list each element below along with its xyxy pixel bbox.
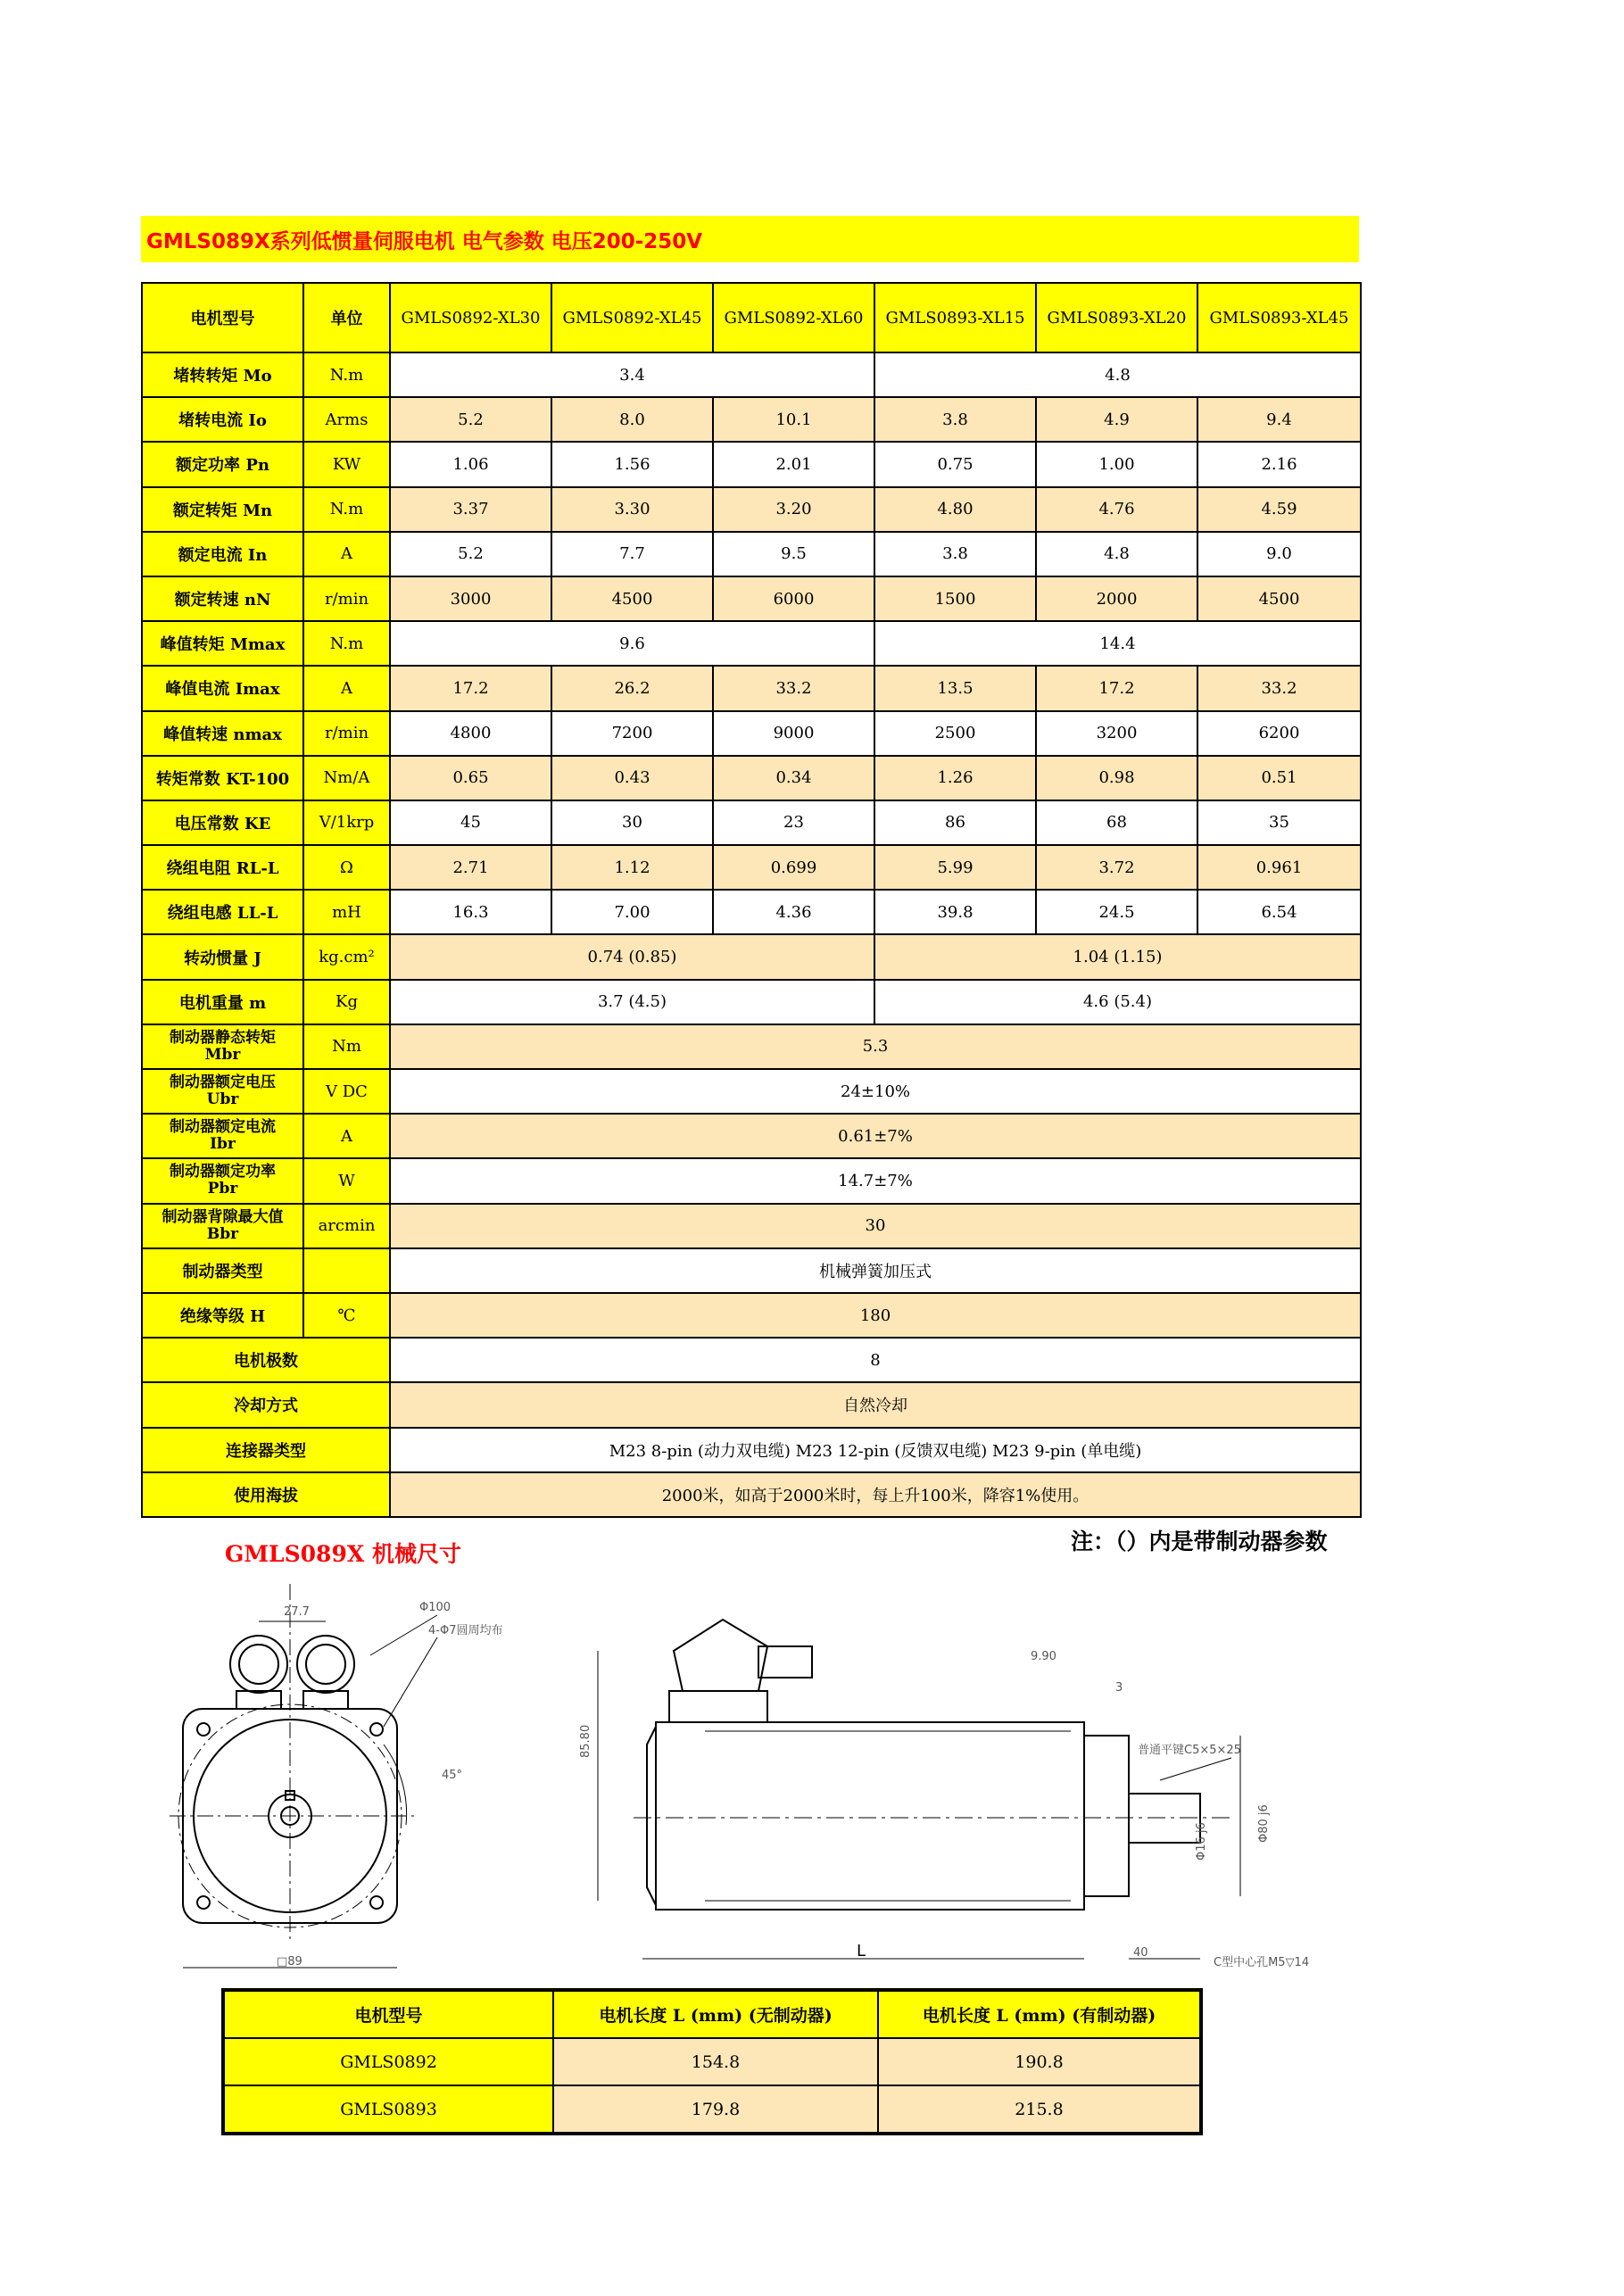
cell-value: 0.75 bbox=[874, 442, 1036, 486]
row-unit: r/min bbox=[303, 711, 390, 756]
dim-center-hole: C型中心孔M5▽14 bbox=[1214, 1956, 1310, 1969]
row-label: 绕组电阻 RL-L bbox=[142, 845, 303, 890]
model-col: GMLS0892-XL45 bbox=[551, 283, 713, 352]
page-title: GMLS089X系列低惯量伺服电机 电气参数 电压200-250V bbox=[146, 230, 703, 253]
row-label: 峰值转矩 Mmax bbox=[142, 621, 303, 666]
row-unit bbox=[303, 1248, 390, 1293]
table-row bbox=[142, 1069, 1361, 1114]
cell-value: 4.36 bbox=[713, 890, 874, 934]
cell-value: 17.2 bbox=[390, 666, 551, 710]
table-row bbox=[142, 800, 1361, 845]
cell-value: 9.4 bbox=[1197, 397, 1361, 442]
dim-sq89: □89 bbox=[277, 1955, 302, 1969]
cell-value: 3.37 bbox=[390, 487, 551, 532]
length-table bbox=[221, 1988, 1203, 2135]
cell-value: 2.01 bbox=[713, 442, 874, 486]
cell-value: 1.00 bbox=[1036, 442, 1197, 486]
dim-27-7: 27.7 bbox=[284, 1605, 310, 1619]
row-label bbox=[142, 1158, 303, 1203]
cell-value: 4.76 bbox=[1036, 487, 1197, 532]
cell-value: 4500 bbox=[551, 576, 713, 621]
table-row bbox=[142, 1472, 1361, 1517]
cell-value: 0.65 bbox=[390, 756, 551, 800]
row-unit: Kg bbox=[303, 980, 390, 1024]
cell-value: 3.7 (4.5) bbox=[390, 980, 874, 1024]
cell-value: 1.04 (1.15) bbox=[874, 934, 1361, 979]
row-label: 制动器类型 bbox=[142, 1248, 303, 1293]
model-col: GMLS0893-XL15 bbox=[874, 283, 1036, 352]
table-row bbox=[142, 397, 1361, 442]
table-row bbox=[142, 442, 1361, 486]
table-row bbox=[142, 890, 1361, 934]
cell-value: 68 bbox=[1036, 800, 1197, 845]
cell-value: 86 bbox=[874, 800, 1036, 845]
row-unit: N.m bbox=[303, 352, 390, 397]
cell-value: 4.8 bbox=[1036, 532, 1197, 576]
model-header: 电机型号 bbox=[142, 283, 303, 352]
cell-value: 1.06 bbox=[390, 442, 551, 486]
cell-value: 9000 bbox=[713, 711, 874, 756]
mount-hole bbox=[370, 1896, 383, 1909]
row-label-line1: 制动器额定电流 bbox=[170, 1118, 276, 1137]
cell-value: 33.2 bbox=[1197, 666, 1361, 710]
row-label-line1: 制动器额定电压 bbox=[170, 1073, 276, 1092]
table-row bbox=[142, 1428, 1361, 1472]
length-value: 154.8 bbox=[553, 2038, 878, 2085]
cell-value: 9.6 bbox=[390, 621, 874, 666]
cell-value: 0.34 bbox=[713, 756, 874, 800]
cell-value: 2000 bbox=[1036, 576, 1197, 621]
cell-value: 14.7±7% bbox=[390, 1158, 1361, 1203]
cell-value: 6000 bbox=[713, 576, 874, 621]
cell-value: 0.74 (0.85) bbox=[390, 934, 874, 979]
row-label: 额定功率 Pn bbox=[142, 442, 303, 486]
table-row bbox=[142, 1382, 1361, 1427]
front-view-labels bbox=[277, 1601, 502, 1969]
leader-line bbox=[1160, 1758, 1231, 1780]
cell-value: 2.71 bbox=[390, 845, 551, 890]
side-view bbox=[598, 1620, 1240, 1959]
row-unit: mH bbox=[303, 890, 390, 934]
mount-hole bbox=[370, 1723, 383, 1736]
mount-hole bbox=[197, 1723, 210, 1736]
cell-value: 3.8 bbox=[874, 532, 1036, 576]
row-label-line2: Mbr bbox=[204, 1045, 241, 1064]
cell-value: 35 bbox=[1197, 800, 1361, 845]
connector-left-inner bbox=[239, 1645, 278, 1684]
connector-right-inner bbox=[306, 1645, 345, 1684]
cell-value: 4.8 bbox=[874, 352, 1361, 397]
table-row bbox=[142, 1158, 1361, 1203]
row-unit: N.m bbox=[303, 487, 390, 532]
cell-value: 0.961 bbox=[1197, 845, 1361, 890]
table-row bbox=[142, 576, 1361, 621]
cell-value: 10.1 bbox=[713, 397, 874, 442]
table-row bbox=[142, 487, 1361, 532]
dim-phi80: Φ80 j6 bbox=[1257, 1804, 1271, 1843]
model-col: GMLS0893-XL20 bbox=[1036, 283, 1197, 352]
table-row bbox=[142, 756, 1361, 800]
row-unit: N.m bbox=[303, 621, 390, 666]
motor-body bbox=[656, 1722, 1084, 1910]
length-header: 电机型号 bbox=[223, 1990, 553, 2038]
cell-value: 13.5 bbox=[874, 666, 1036, 710]
cell-value: 30 bbox=[551, 800, 713, 845]
cell-value: 14.4 bbox=[874, 621, 1361, 666]
cell-value: 3000 bbox=[390, 576, 551, 621]
length-model: GMLS0892 bbox=[223, 2038, 553, 2085]
dim-key: 普通平键C5×5×25 bbox=[1138, 1744, 1241, 1757]
table-row bbox=[142, 1293, 1361, 1338]
length-header: 电机长度 L (mm) (无制动器) bbox=[553, 1990, 878, 2038]
table-row bbox=[142, 711, 1361, 756]
cell-value: 5.3 bbox=[390, 1024, 1361, 1069]
row-unit: kg.cm² bbox=[303, 934, 390, 979]
cell-value: 1.12 bbox=[551, 845, 713, 890]
length-value: 215.8 bbox=[878, 2085, 1201, 2134]
row-label bbox=[142, 1204, 303, 1248]
cell-value: 4.6 (5.4) bbox=[874, 980, 1361, 1024]
mechanical-drawing bbox=[170, 1566, 1330, 1977]
row-label: 电压常数 KE bbox=[142, 800, 303, 845]
row-label: 绝缘等级 H bbox=[142, 1293, 303, 1338]
dim-40: 40 bbox=[1133, 1946, 1148, 1960]
cell-value: 4.59 bbox=[1197, 487, 1361, 532]
row-label-line1: 制动器背隙最大值 bbox=[162, 1207, 284, 1226]
cell-value: 0.61±7% bbox=[390, 1114, 1361, 1158]
connector-elbow bbox=[674, 1620, 767, 1691]
table-row bbox=[142, 1248, 1361, 1293]
row-label: 转矩常数 KT-100 bbox=[142, 756, 303, 800]
cell-value: 23 bbox=[713, 800, 874, 845]
cell-value: 17.2 bbox=[1036, 666, 1197, 710]
cell-value: 4500 bbox=[1197, 576, 1361, 621]
cell-value: 9.0 bbox=[1197, 532, 1361, 576]
row-label: 连接器类型 bbox=[142, 1428, 390, 1472]
table-row bbox=[142, 845, 1361, 890]
cell-value: 3.4 bbox=[390, 352, 874, 397]
dim-holes: 4-Φ7圆周均布 bbox=[428, 1624, 503, 1637]
cell-value: 3.72 bbox=[1036, 845, 1197, 890]
cell-value: 24±10% bbox=[390, 1069, 1361, 1114]
row-label: 额定电流 In bbox=[142, 532, 303, 576]
header-row bbox=[142, 283, 1361, 352]
dim-85-80: 85.80 bbox=[579, 1724, 592, 1758]
cell-value: 3.20 bbox=[713, 487, 874, 532]
cell-value: 33.2 bbox=[713, 666, 874, 710]
unit-header: 单位 bbox=[303, 283, 390, 352]
front-view bbox=[170, 1584, 437, 1968]
leader-line bbox=[384, 1637, 437, 1727]
cell-value: 2500 bbox=[874, 711, 1036, 756]
row-unit: KW bbox=[303, 442, 390, 486]
table-row bbox=[223, 2085, 1201, 2134]
row-unit: arcmin bbox=[303, 1204, 390, 1248]
cell-value: 45 bbox=[390, 800, 551, 845]
row-label bbox=[142, 1024, 303, 1069]
table-row bbox=[142, 934, 1361, 979]
table-row bbox=[142, 532, 1361, 576]
row-label-line2: Ibr bbox=[210, 1135, 236, 1154]
cell-value: 3.30 bbox=[551, 487, 713, 532]
cell-value: 8 bbox=[390, 1338, 1361, 1382]
cell-value: 6.54 bbox=[1197, 890, 1361, 934]
row-label bbox=[142, 1069, 303, 1114]
spec-table bbox=[141, 282, 1362, 1518]
cell-value: 自然冷却 bbox=[390, 1382, 1361, 1427]
row-unit: V DC bbox=[303, 1069, 390, 1114]
cell-value: 180 bbox=[390, 1293, 1361, 1338]
length-model: GMLS0893 bbox=[223, 2085, 553, 2134]
model-col: GMLS0892-XL30 bbox=[390, 283, 551, 352]
connector-housing bbox=[669, 1691, 767, 1722]
cell-value: 4.80 bbox=[874, 487, 1036, 532]
length-header: 电机长度 L (mm) (有制动器) bbox=[878, 1990, 1201, 2038]
dim-phi100: Φ100 bbox=[419, 1601, 452, 1614]
cell-value: 6200 bbox=[1197, 711, 1361, 756]
dim-angle-45: 45° bbox=[442, 1769, 463, 1782]
row-label-line1: 制动器额定功率 bbox=[170, 1163, 276, 1181]
row-unit: Arms bbox=[303, 397, 390, 442]
cell-value: 5.2 bbox=[390, 532, 551, 576]
cell-value: M23 8-pin (动力双电缆) M23 12-pin (反馈双电缆) M23 9-pin (单电缆) bbox=[390, 1428, 1361, 1472]
row-label-line2: Pbr bbox=[207, 1180, 238, 1198]
table-row bbox=[142, 1338, 1361, 1382]
cell-value: 39.8 bbox=[874, 890, 1036, 934]
table-row bbox=[142, 352, 1361, 397]
cell-value: 4800 bbox=[390, 711, 551, 756]
row-unit: V/1krp bbox=[303, 800, 390, 845]
row-label: 冷却方式 bbox=[142, 1382, 390, 1427]
model-col: GMLS0892-XL60 bbox=[713, 283, 874, 352]
row-label: 堵转电流 Io bbox=[142, 397, 303, 442]
row-label: 绕组电感 LL-L bbox=[142, 890, 303, 934]
row-label: 使用海拔 bbox=[142, 1472, 390, 1517]
cell-value: 16.3 bbox=[390, 890, 551, 934]
cell-value: 4.9 bbox=[1036, 397, 1197, 442]
cell-value: 1.56 bbox=[551, 442, 713, 486]
row-label: 峰值转速 nmax bbox=[142, 711, 303, 756]
row-unit: r/min bbox=[303, 576, 390, 621]
cell-value: 0.43 bbox=[551, 756, 713, 800]
row-label: 额定转矩 Mn bbox=[142, 487, 303, 532]
row-label: 堵转转矩 Mo bbox=[142, 352, 303, 397]
dim-L: L bbox=[857, 1942, 866, 1960]
row-label: 电机重量 m bbox=[142, 980, 303, 1024]
row-label-line1: 制动器静态转矩 bbox=[170, 1028, 276, 1047]
row-label: 电机极数 bbox=[142, 1338, 390, 1382]
length-value: 190.8 bbox=[878, 2038, 1201, 2085]
dim-3: 3 bbox=[1115, 1681, 1123, 1695]
row-unit: A bbox=[303, 1114, 390, 1158]
dim-9-90: 9.90 bbox=[1031, 1650, 1056, 1663]
mount-hole bbox=[197, 1896, 210, 1909]
table-row bbox=[142, 1204, 1361, 1248]
row-label-line2: Bbr bbox=[206, 1224, 239, 1243]
table-row bbox=[142, 1114, 1361, 1158]
table-row bbox=[142, 980, 1361, 1024]
row-label: 峰值电流 Imax bbox=[142, 666, 303, 710]
row-unit: A bbox=[303, 532, 390, 576]
cell-value: 5.99 bbox=[874, 845, 1036, 890]
cell-value: 1500 bbox=[874, 576, 1036, 621]
cell-value: 7.00 bbox=[551, 890, 713, 934]
row-label-line2: Ubr bbox=[206, 1090, 239, 1109]
row-unit: Ω bbox=[303, 845, 390, 890]
cell-value: 0.699 bbox=[713, 845, 874, 890]
cell-value: 26.2 bbox=[551, 666, 713, 710]
cell-value: 30 bbox=[390, 1204, 1361, 1248]
cell-value: 5.2 bbox=[390, 397, 551, 442]
cell-value: 3200 bbox=[1036, 711, 1197, 756]
length-value: 179.8 bbox=[553, 2085, 878, 2134]
table-row bbox=[142, 621, 1361, 666]
cell-value: 8.0 bbox=[551, 397, 713, 442]
cell-value: 24.5 bbox=[1036, 890, 1197, 934]
title-bar bbox=[141, 216, 1359, 262]
leader-line bbox=[370, 1615, 437, 1655]
dim-phi16: Φ16 j6 bbox=[1195, 1822, 1208, 1861]
cell-value: 0.98 bbox=[1036, 756, 1197, 800]
row-unit: Nm bbox=[303, 1024, 390, 1069]
flange bbox=[1084, 1736, 1129, 1896]
row-unit: W bbox=[303, 1158, 390, 1203]
row-label: 转动惯量 J bbox=[142, 934, 303, 979]
cell-value: 0.51 bbox=[1197, 756, 1361, 800]
brake-note: 注：（）内是带制动器参数 bbox=[1071, 1529, 1328, 1554]
row-unit: Nm/A bbox=[303, 756, 390, 800]
cell-value: 2.16 bbox=[1197, 442, 1361, 486]
cell-value: 9.5 bbox=[713, 532, 874, 576]
dimensions-title: GMLS089X 机械尺寸 bbox=[225, 1541, 461, 1567]
row-unit: ℃ bbox=[303, 1293, 390, 1338]
row-label bbox=[142, 1114, 303, 1158]
cell-value: 1.26 bbox=[874, 756, 1036, 800]
rear-cover bbox=[647, 1727, 656, 1905]
cell-value: 7.7 bbox=[551, 532, 713, 576]
row-unit: A bbox=[303, 666, 390, 710]
cell-value: 3.8 bbox=[874, 397, 1036, 442]
table-row bbox=[142, 1024, 1361, 1069]
table-row bbox=[223, 2038, 1201, 2085]
cell-value: 2000米，如高于2000米时，每上升100米，降容1%使用。 bbox=[390, 1472, 1361, 1517]
table-row bbox=[142, 666, 1361, 710]
cell-value: 机械弹簧加压式 bbox=[390, 1248, 1361, 1293]
row-label: 额定转速 nN bbox=[142, 576, 303, 621]
cell-value: 7200 bbox=[551, 711, 713, 756]
length-header-row bbox=[223, 1990, 1201, 2038]
model-col: GMLS0893-XL45 bbox=[1197, 283, 1361, 352]
